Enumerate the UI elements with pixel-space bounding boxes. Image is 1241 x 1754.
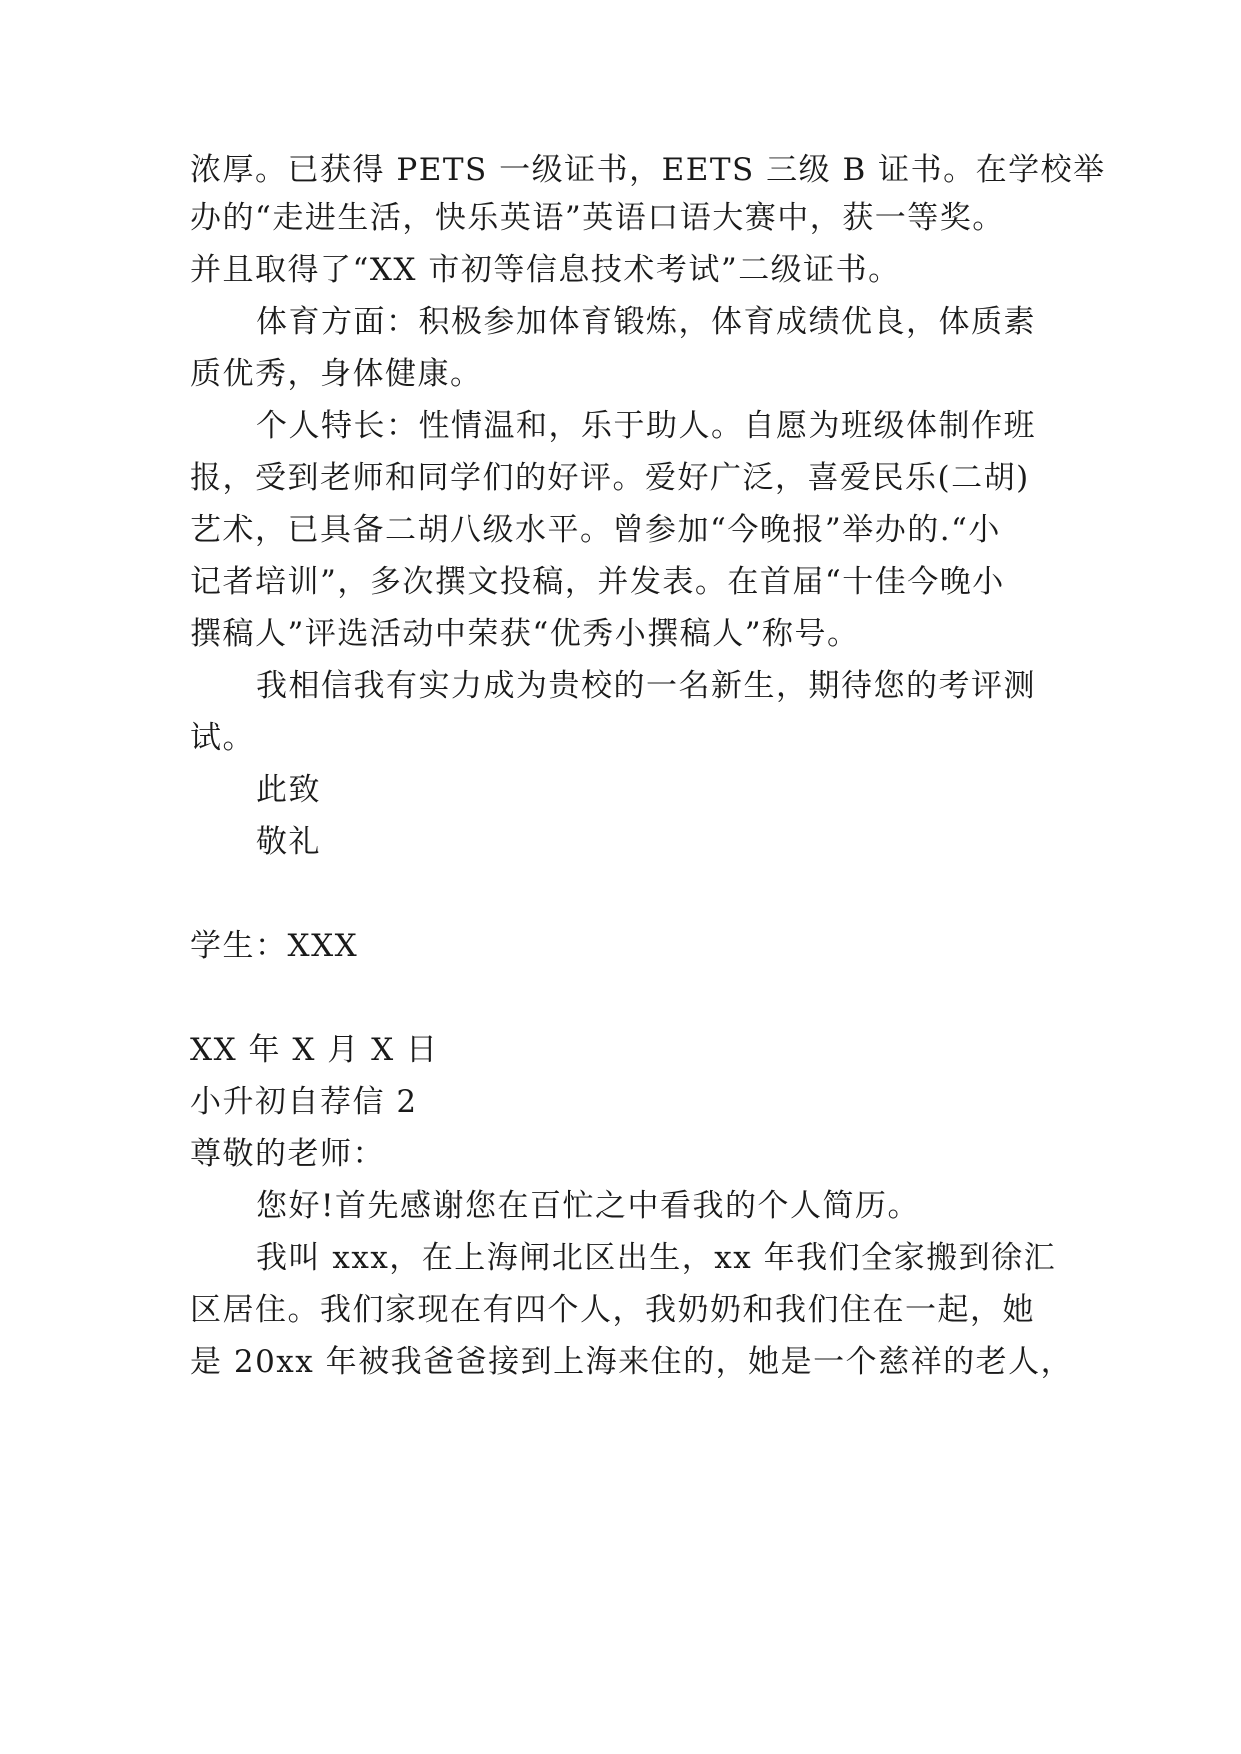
salutation-jingli: 敬礼: [256, 824, 321, 860]
salutation-cizhi: 此致: [256, 772, 321, 808]
text-line: 办的“走进生活，快乐英语”英语口语大赛中，获一等奖。: [190, 200, 1005, 236]
letter-heading-2: 小升初自荐信 2: [190, 1084, 418, 1120]
paragraph-talent-line: 个人特长：性情温和，乐于助人。自愿为班级体制作班: [256, 408, 1036, 444]
text-line: 报，受到老师和同学们的好评。爱好广泛，喜爱民乐(二胡): [190, 460, 1030, 496]
text-line: 撰稿人”评选活动中荣获“优秀小撰稿人”称号。: [190, 616, 860, 652]
text-line: 区居住。我们家现在有四个人，我奶奶和我们住在一起，她: [190, 1292, 1035, 1328]
text-line: 试。: [190, 720, 255, 756]
paragraph-sports-line: 体育方面：积极参加体育锻炼，体育成绩优良，体质素: [256, 304, 1036, 340]
text-line: 并且取得了“XX 市初等信息技术考试”二级证书。: [190, 252, 901, 288]
letter-date: XX 年 X 月 X 日: [190, 1032, 439, 1068]
greeting: 尊敬的老师：: [190, 1136, 385, 1172]
text-line: 质优秀，身体健康。: [190, 356, 483, 392]
text-line: 记者培训”，多次撰文投稿，并发表。在首届“十佳今晚小: [190, 564, 1005, 600]
paragraph-closing-line: 我相信我有实力成为贵校的一名新生，期待您的考评测: [256, 668, 1036, 704]
text-line: 是 20xx 年被我爸爸接到上海来住的，她是一个慈祥的老人，: [190, 1344, 1074, 1380]
text-line: 艺术，已具备二胡八级水平。曾参加“今晚报”举办的.“小: [190, 512, 1001, 548]
text-line: 浓厚。已获得 PETS 一级证书，EETS 三级 B 证书。在学校举: [190, 152, 1106, 188]
paragraph-family-line: 我叫 xxx，在上海闸北区出生，xx 年我们全家搬到徐汇: [256, 1240, 1057, 1276]
paragraph-intro-line: 您好!首先感谢您在百忙之中看我的个人简历。: [256, 1188, 920, 1224]
signature-student: 学生：XXX: [190, 928, 359, 964]
